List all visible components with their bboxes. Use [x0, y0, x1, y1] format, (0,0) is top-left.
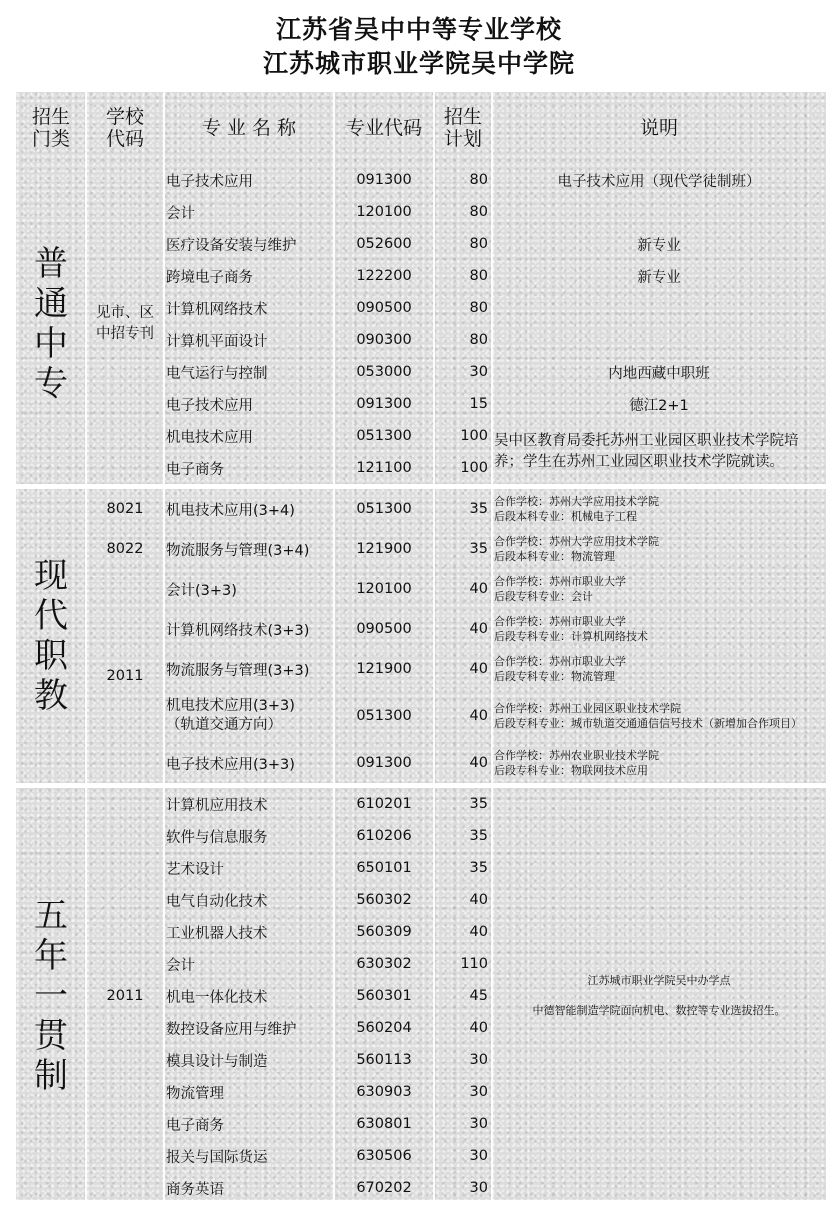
major-name: 机电一体化技术 [166, 989, 268, 1006]
plan-count: 40 [469, 1020, 488, 1036]
row-note: 电子技术应用（现代学徒制班） [557, 173, 761, 190]
plan-count: 40 [469, 661, 488, 677]
major-name: 电子商务 [166, 461, 224, 478]
header-note: 说明 [639, 117, 678, 139]
major-name: 报关与国际货运 [166, 1149, 268, 1166]
section-category: 五 年 一 贯 制 [34, 896, 68, 1096]
partner-note [492, 569, 826, 609]
plan-count: 40 [469, 924, 488, 940]
column-divider [433, 92, 435, 1200]
partner-note [492, 743, 826, 783]
row-note [492, 292, 826, 324]
major-code: 630903 [356, 1084, 412, 1100]
major-name: 物流管理 [166, 1085, 224, 1102]
major-code: 090300 [356, 332, 412, 348]
partner-school: 合作学校：苏州大学应用技术学院 [494, 495, 659, 508]
major-code: 051300 [356, 428, 412, 444]
column-divider [333, 92, 335, 1200]
partner-note [492, 489, 826, 529]
plan-count: 100 [460, 460, 488, 476]
plan-count: 80 [469, 300, 488, 316]
plan-count: 35 [469, 860, 488, 876]
major-code: 053000 [356, 364, 412, 380]
major-code: 090500 [356, 300, 412, 316]
plan-count: 15 [469, 396, 488, 412]
follow-up-major: 后段专科专业：城市轨道交通通信信号技术（新增加合作项目） [494, 717, 802, 730]
school-title: 江苏省吴中中等专业学校 [275, 15, 562, 44]
partner-school: 合作学校：苏州市职业大学 [494, 655, 626, 668]
partner-school: 合作学校：苏州工业园区职业技术学院 [494, 702, 681, 715]
major-name: 计算机平面设计 [166, 333, 268, 350]
major-code: 122200 [356, 268, 412, 284]
plan-count: 40 [469, 621, 488, 637]
header-plan: 招生 计划 [443, 106, 482, 150]
plan-count: 35 [469, 796, 488, 812]
major-name: 机电技术应用(3+4) [166, 502, 295, 519]
major-code: 121900 [356, 541, 412, 557]
major-code: 560113 [356, 1052, 412, 1068]
plan-count: 35 [469, 828, 488, 844]
major-name: 计算机网络技术 [166, 301, 268, 318]
column-divider [85, 92, 87, 1200]
major-code: 610201 [356, 796, 412, 812]
enrollment-table [16, 92, 826, 1200]
major-name: 物流服务与管理(3+4) [166, 542, 310, 559]
major-name: 医疗设备安装与维护 [166, 237, 297, 254]
plan-count: 110 [460, 956, 488, 972]
follow-up-major: 后段本科专业：物流管理 [494, 550, 615, 563]
campus-note: 江苏城市职业学院吴中办学点 [587, 974, 731, 987]
partner-school: 合作学校：苏州市职业大学 [494, 615, 626, 628]
major-code: 052600 [356, 236, 412, 252]
plan-count: 40 [469, 581, 488, 597]
partner-note [492, 609, 826, 649]
plan-count: 100 [460, 428, 488, 444]
school-code: 8022 [106, 541, 144, 557]
row-note: 德江2+1 [629, 397, 689, 414]
plan-count: 30 [469, 1052, 488, 1068]
partner-school: 合作学校：苏州大学应用技术学院 [494, 535, 659, 548]
program-note [492, 788, 826, 1204]
follow-up-major: 后段专科专业：物流管理 [494, 670, 615, 683]
header-school-code: 学校 代码 [105, 106, 144, 150]
major-name-line2: （轨道交通方向） [166, 717, 282, 733]
major-code: 091300 [356, 172, 412, 188]
major-code: 091300 [356, 755, 412, 771]
major-name: 电气运行与控制 [166, 365, 268, 382]
merged-note: 吴中区教育局委托苏州工业园区职业技术学院培养；学生在苏州工业园区职业技术学院就读。 [494, 433, 799, 470]
plan-count: 45 [469, 988, 488, 1004]
plan-count: 30 [469, 1116, 488, 1132]
plan-count: 30 [469, 1180, 488, 1196]
major-code: 120100 [356, 581, 412, 597]
major-code: 120100 [356, 204, 412, 220]
major-code: 121100 [356, 460, 412, 476]
major-name: 电子技术应用 [166, 397, 253, 414]
plan-count: 80 [469, 172, 488, 188]
plan-count: 35 [469, 541, 488, 557]
major-name: 电子技术应用 [166, 173, 253, 190]
plan-count: 40 [469, 892, 488, 908]
partner-school: 合作学校：苏州市职业大学 [494, 575, 626, 588]
school-code: 8021 [106, 501, 144, 517]
section-category: 现 代 职 教 [34, 556, 68, 716]
plan-count: 35 [469, 501, 488, 517]
major-name: 会计(3+3) [166, 582, 237, 599]
selection-note: 中德智能制造学院面向机电、数控等专业选拔招生。 [532, 1004, 786, 1017]
follow-up-major: 后段本科专业：机械电子工程 [494, 510, 637, 523]
major-name: 电子商务 [166, 1117, 224, 1134]
major-code: 091300 [356, 396, 412, 412]
major-code: 670202 [356, 1180, 412, 1196]
section-category: 普 通 中 专 [34, 244, 68, 404]
major-name [164, 689, 334, 743]
partner-note [492, 689, 826, 743]
major-name: 商务英语 [166, 1181, 224, 1198]
follow-up-major: 后段专科专业：计算机网络技术 [494, 630, 648, 643]
major-name: 模具设计与制造 [166, 1053, 268, 1070]
college-title: 江苏城市职业学院吴中学院 [262, 49, 575, 78]
partner-note [492, 529, 826, 569]
major-code: 610206 [356, 828, 412, 844]
major-name: 软件与信息服务 [166, 829, 268, 846]
major-code: 560302 [356, 892, 412, 908]
plan-count: 80 [469, 332, 488, 348]
major-name: 会计 [166, 957, 195, 974]
column-divider [163, 92, 165, 1200]
major-name: 计算机应用技术 [166, 797, 268, 814]
row-note: 新专业 [637, 269, 681, 286]
row-note: 新专业 [637, 237, 681, 254]
column-divider [491, 92, 493, 1200]
major-name: 电气自动化技术 [166, 893, 268, 910]
major-name: 艺术设计 [166, 861, 224, 878]
partner-school: 合作学校：苏州农业职业技术学院 [494, 749, 659, 762]
follow-up-major: 后段专科专业：物联网技术应用 [494, 764, 648, 777]
header-major-code: 专业代码 [345, 117, 422, 139]
page-header [0, 0, 838, 92]
major-code: 560301 [356, 988, 412, 1004]
section-school-code: 2011 [106, 988, 144, 1004]
major-name-line1: 机电技术应用(3+3) [166, 698, 295, 714]
row-note: 内地西藏中职班 [608, 365, 710, 382]
section-school-code: 见市、区 中招专刊 [96, 305, 154, 342]
major-name: 电子技术应用(3+3) [166, 756, 295, 773]
section-school-code: 2011 [106, 668, 144, 684]
major-code: 051300 [356, 501, 412, 517]
plan-count: 40 [469, 708, 488, 724]
plan-count: 80 [469, 268, 488, 284]
header-category: 招生 门类 [31, 106, 70, 150]
plan-count: 40 [469, 755, 488, 771]
follow-up-major: 后段专科专业：会计 [494, 590, 593, 603]
major-name: 物流服务与管理(3+3) [166, 662, 310, 679]
major-code: 090500 [356, 621, 412, 637]
major-code: 630302 [356, 956, 412, 972]
major-code: 051300 [356, 708, 412, 724]
plan-count: 30 [469, 1084, 488, 1100]
partner-note [492, 649, 826, 689]
plan-count: 30 [469, 364, 488, 380]
major-name: 工业机器人技术 [166, 925, 268, 942]
row-note [492, 324, 826, 356]
major-name: 计算机网络技术(3+3) [166, 622, 310, 639]
major-code: 121900 [356, 661, 412, 677]
header-major: 专 业 名 称 [201, 117, 297, 139]
major-code: 650101 [356, 860, 412, 876]
major-name: 跨境电子商务 [166, 269, 253, 286]
row-note [492, 196, 826, 228]
major-code: 560309 [356, 924, 412, 940]
major-code: 560204 [356, 1020, 412, 1036]
major-code: 630506 [356, 1148, 412, 1164]
plan-count: 30 [469, 1148, 488, 1164]
major-code: 630801 [356, 1116, 412, 1132]
plan-count: 80 [469, 236, 488, 252]
plan-count: 80 [469, 204, 488, 220]
major-name: 机电技术应用 [166, 429, 253, 446]
major-name: 数控设备应用与维护 [166, 1021, 297, 1038]
major-name: 会计 [166, 205, 195, 222]
